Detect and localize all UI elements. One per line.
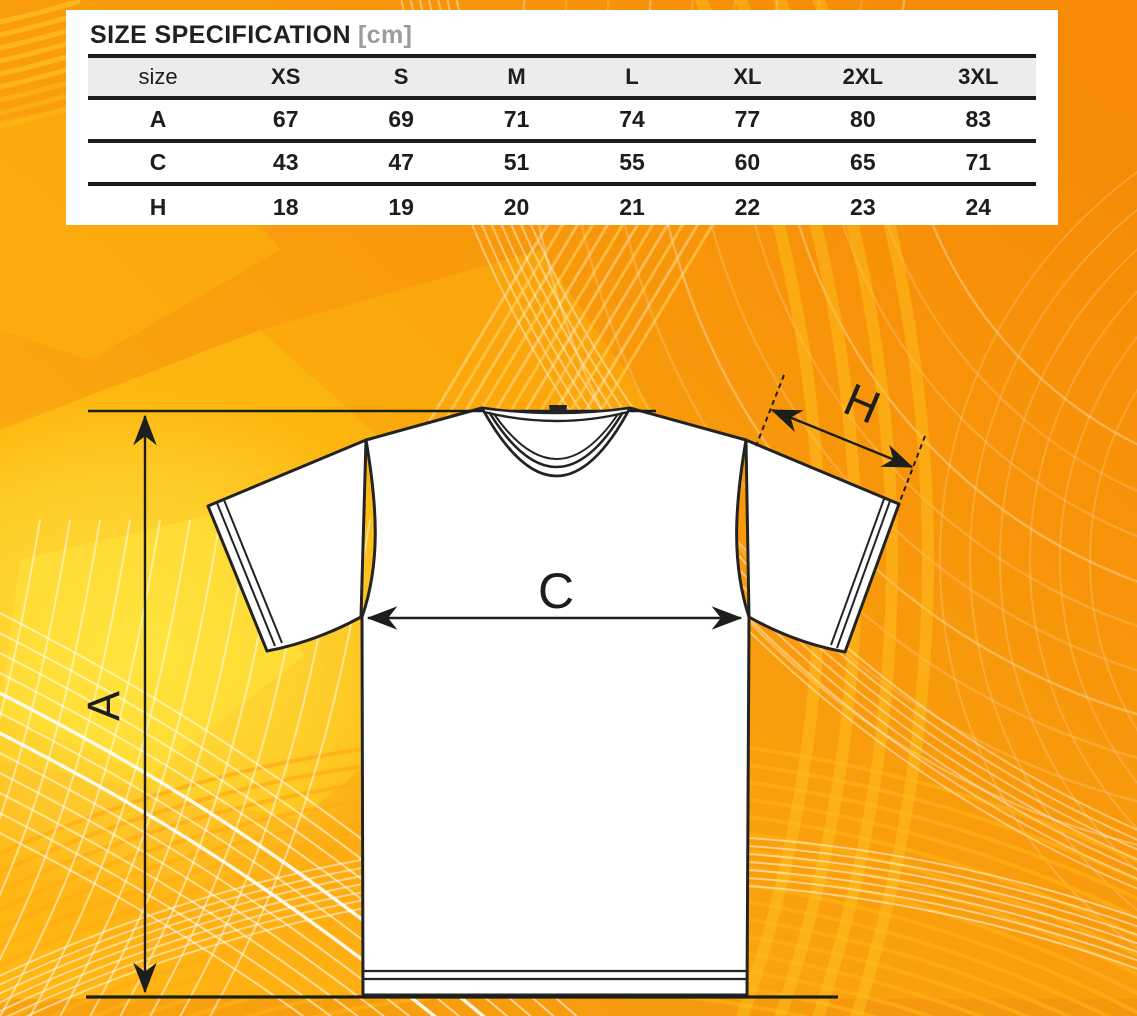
- size-table: [88, 54, 1036, 229]
- header-cell: 2XL: [842, 64, 884, 89]
- right-sleeve: [746, 440, 899, 652]
- value-cell: 22: [734, 194, 761, 220]
- row-label-cell: H: [149, 194, 167, 220]
- sleeve-label: H: [836, 372, 888, 434]
- value-cell: 65: [850, 149, 876, 175]
- value-cell: 67: [272, 106, 299, 132]
- table-row: [88, 186, 1036, 229]
- value-cell: 43: [272, 149, 299, 175]
- value-cell: 60: [734, 149, 761, 175]
- table-title-unit: [cm]: [357, 21, 413, 49]
- row-label-cell: A: [149, 106, 167, 132]
- table-header-row: [88, 54, 1036, 100]
- header-cell: size: [138, 64, 178, 89]
- value-cell: 18: [272, 194, 299, 220]
- value-cell: 19: [388, 194, 414, 220]
- value-cell: 51: [503, 149, 530, 175]
- table-row: [88, 143, 1036, 186]
- collar-tab: [549, 405, 567, 412]
- value-cell: 24: [965, 194, 992, 220]
- header-cell: L: [625, 64, 639, 89]
- value-cell: 80: [850, 106, 876, 132]
- sleeve-extension-line: [756, 375, 784, 446]
- value-cell: 23: [850, 194, 876, 220]
- header-cell: M: [507, 64, 526, 89]
- table-title: [90, 18, 1058, 54]
- row-label-cell: C: [149, 149, 167, 175]
- left-sleeve: [208, 440, 366, 651]
- chest-label: C: [537, 563, 575, 619]
- table-title-text: SIZE SPECIFICATION: [90, 21, 351, 49]
- size-spec-card: [66, 10, 1058, 225]
- value-cell: 77: [734, 106, 761, 132]
- value-cell: 55: [619, 149, 645, 175]
- value-cell: 69: [388, 106, 414, 132]
- tshirt-body: [362, 408, 749, 995]
- value-cell: 74: [619, 106, 645, 132]
- sleeve-extension-line: [897, 436, 925, 509]
- header-cell: XL: [733, 64, 762, 89]
- header-cell: S: [393, 64, 409, 89]
- value-cell: 83: [965, 106, 992, 132]
- value-cell: 47: [388, 149, 414, 175]
- value-cell: 71: [965, 149, 992, 175]
- value-cell: 71: [503, 106, 530, 132]
- header-cell: XS: [271, 64, 301, 89]
- table-row: [88, 100, 1036, 143]
- height-label: A: [78, 690, 129, 722]
- value-cell: 21: [619, 194, 645, 220]
- header-cell: 3XL: [958, 64, 999, 89]
- value-cell: 20: [503, 194, 530, 220]
